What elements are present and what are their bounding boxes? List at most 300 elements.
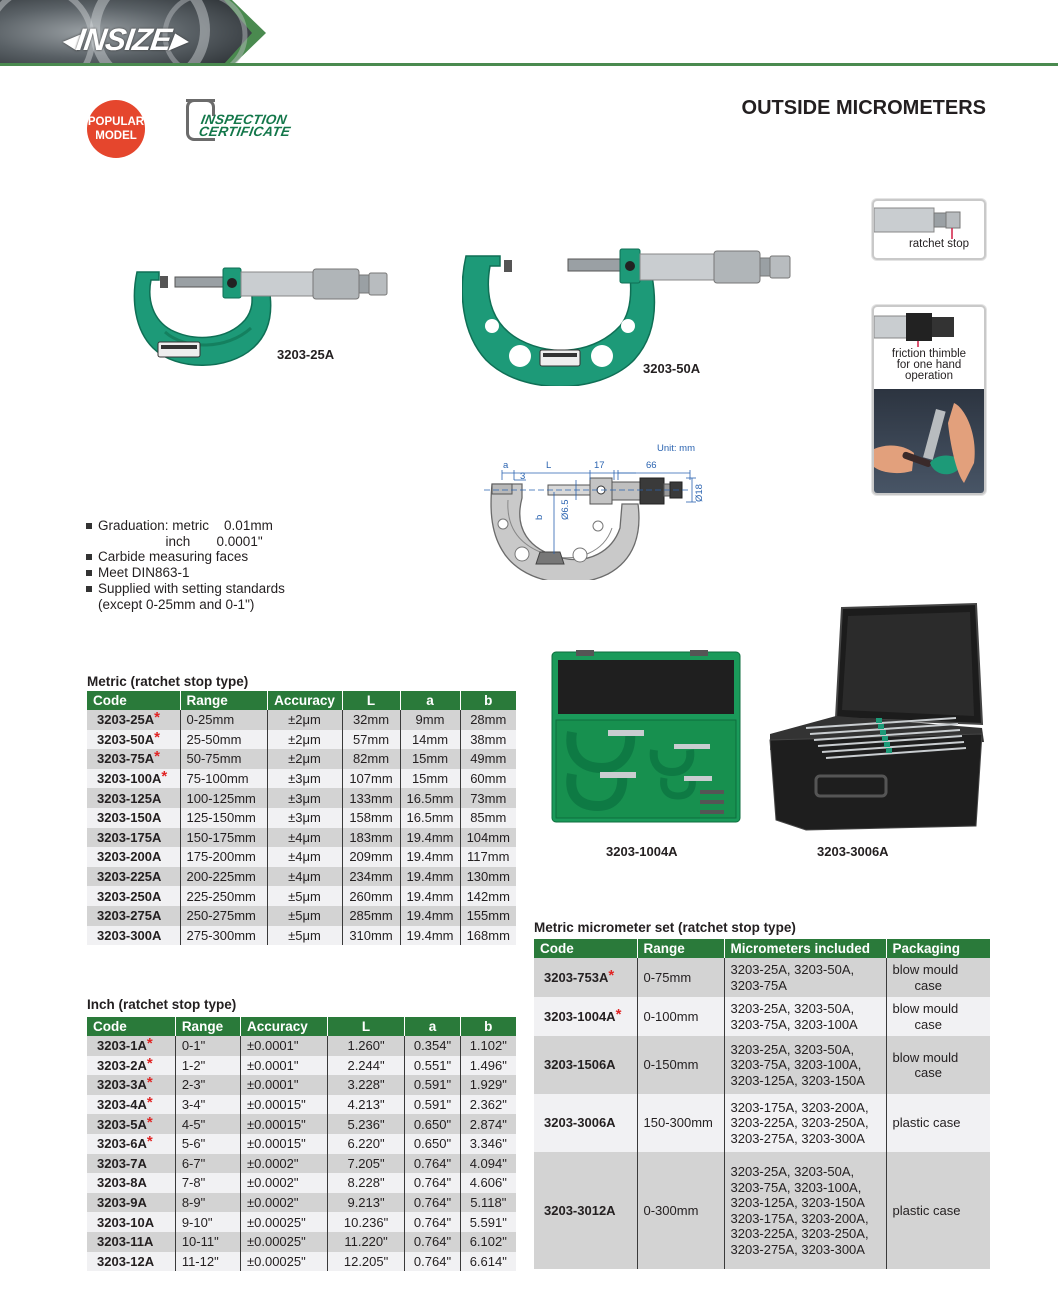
table-row: [87, 1095, 516, 1115]
a-cell: 19.4mm: [400, 828, 460, 848]
accuracy-cell: ±2μm: [267, 730, 342, 750]
popular-star-icon: *: [146, 1113, 153, 1131]
product-label-set1: 3203-1004A: [606, 844, 678, 859]
column-header: Code: [87, 1017, 175, 1036]
code-text: 3203-300A: [97, 927, 162, 943]
range-cell: 250-275mm: [180, 906, 267, 926]
range-cell: 8-9": [175, 1193, 240, 1213]
table-row: [87, 906, 516, 926]
L-cell: 107mm: [342, 769, 400, 789]
logo-text: INSIZE: [74, 22, 173, 57]
range-cell: 0-150mm: [637, 1036, 724, 1094]
accuracy-cell: ±2μm: [267, 710, 342, 730]
L-cell: 32mm: [342, 710, 400, 730]
column-header: L: [342, 691, 400, 710]
packaging-line: plastic case: [892, 1202, 961, 1218]
code-text: 3203-1506A: [544, 1057, 616, 1073]
L-cell: 234mm: [342, 867, 400, 887]
L-cell: 209mm: [342, 847, 400, 867]
b-cell: 2.362": [460, 1095, 516, 1115]
b-cell: 4.606": [460, 1173, 516, 1193]
table-row: [87, 788, 516, 808]
range-cell: 0-75mm: [637, 958, 724, 997]
dim-d18-label: Ø18: [694, 484, 705, 502]
code-text: 3203-25A: [97, 712, 155, 728]
ratchet-stop-label: ratchet stop: [908, 238, 970, 250]
b-cell: 6.102": [460, 1232, 516, 1252]
dim-17-label: 17: [594, 460, 605, 471]
a-cell: 0.591": [405, 1075, 460, 1095]
code-cell: [534, 997, 637, 1036]
range-cell: 10-11": [175, 1232, 240, 1252]
included-line: 3203-25A, 3203-50A,: [730, 1041, 855, 1057]
included-line: 3203-75A: [730, 977, 787, 993]
code-text: 3203-250A: [97, 888, 162, 904]
a-cell: 19.4mm: [400, 886, 460, 906]
code-cell: [87, 1232, 175, 1252]
feature-item: Carbide measuring faces: [86, 549, 285, 565]
accuracy-cell: ±4μm: [267, 828, 342, 848]
dim-d65-label: Ø6.5: [560, 499, 571, 520]
code-cell: [534, 1036, 637, 1094]
table-row: [87, 730, 516, 750]
accuracy-cell: ±5μm: [267, 906, 342, 926]
code-cell: [87, 1095, 175, 1115]
accuracy-cell: ±3μm: [267, 808, 342, 828]
code-text: 3203-3A: [97, 1077, 147, 1093]
L-cell: 4.213": [327, 1095, 405, 1115]
code-text: 3203-175A: [97, 829, 162, 845]
range-cell: 50-75mm: [180, 749, 267, 769]
included-line: 3203-125A, 3203-150A: [730, 1072, 865, 1088]
table-row: [87, 1056, 516, 1076]
code-cell: [87, 886, 180, 906]
code-cell: [87, 710, 180, 730]
included-line: 3203-75A, 3203-100A,: [730, 1057, 862, 1073]
accuracy-cell: ±0.00015": [240, 1095, 327, 1115]
popular-star-icon: *: [146, 1094, 153, 1112]
L-cell: 158mm: [342, 808, 400, 828]
column-header: Micrometers included: [724, 939, 886, 958]
code-cell: [87, 1252, 175, 1272]
code-cell: [87, 828, 180, 848]
packaging-line: blow mould: [892, 1001, 959, 1016]
range-cell: 4-5": [175, 1114, 240, 1134]
code-cell: [87, 926, 180, 946]
product-label-small: 3203-25A: [277, 347, 335, 362]
metric-spec-table: [87, 691, 516, 945]
metric-table-title: Metric (ratchet stop type): [87, 674, 249, 689]
unit-label: Unit: mm: [657, 443, 695, 454]
inspection-certificate-badge: [186, 99, 311, 141]
b-cell: 117mm: [460, 847, 516, 867]
code-text: 3203-12A: [97, 1253, 155, 1269]
dim-a-label: a: [503, 460, 509, 471]
popular-star-icon: *: [154, 728, 160, 746]
certificate-text: [198, 114, 294, 138]
code-cell: [87, 769, 180, 789]
range-cell: 7-8": [175, 1173, 240, 1193]
L-cell: 6.220": [327, 1134, 405, 1154]
feature-item: (except 0-25mm and 0-1"): [98, 596, 255, 612]
accuracy-cell: ±0.00015": [240, 1134, 327, 1154]
cert-line2: CERTIFICATE: [197, 124, 292, 139]
column-header: b: [460, 691, 516, 710]
table-row: [534, 1152, 990, 1269]
range-cell: 150-300mm: [637, 1094, 724, 1152]
L-cell: 183mm: [342, 828, 400, 848]
included-line: 3203-175A, 3203-200A,: [730, 1210, 869, 1226]
set-1004a-image: [550, 650, 742, 825]
code-cell: [87, 906, 180, 926]
code-text: 3203-200A: [97, 849, 162, 865]
inch-table-title: Inch (ratchet stop type): [87, 997, 237, 1012]
table-row: [87, 1193, 516, 1213]
accuracy-cell: ±5μm: [267, 886, 342, 906]
table-row: [87, 926, 516, 946]
L-cell: 7.205": [327, 1154, 405, 1174]
popular-star-icon: *: [146, 1074, 153, 1092]
table-row: [87, 828, 516, 848]
accuracy-cell: ±0.0001": [240, 1075, 327, 1095]
table-row: [87, 808, 516, 828]
column-header: Packaging: [886, 939, 990, 958]
range-cell: 100-125mm: [180, 788, 267, 808]
column-header: Accuracy: [267, 691, 342, 710]
included-line: 3203-175A, 3203-200A,: [730, 1099, 869, 1115]
code-cell: [87, 1134, 175, 1154]
range-cell: 0-25mm: [180, 710, 267, 730]
set-3006a-image: [766, 600, 988, 832]
set-table-title: Metric micrometer set (ratchet stop type): [534, 920, 796, 935]
code-text: 3203-753A: [544, 969, 609, 985]
a-cell: 0.764": [405, 1212, 460, 1232]
dim-3-label: 3: [520, 471, 526, 482]
b-cell: 28mm: [460, 710, 516, 730]
a-cell: 0.764": [405, 1193, 460, 1213]
inch-spec-table: [87, 1017, 516, 1271]
included-line: 3203-25A, 3203-50A,: [730, 962, 855, 977]
L-cell: 11.220": [327, 1232, 405, 1252]
code-text: 3203-75A: [97, 751, 155, 767]
accuracy-cell: ±3μm: [267, 769, 342, 789]
packaging-cell: [886, 1036, 990, 1094]
a-cell: 19.4mm: [400, 867, 460, 887]
range-cell: 0-300mm: [637, 1152, 724, 1269]
code-text: 3203-50A: [97, 731, 155, 747]
packaging-line: blow mould: [892, 962, 959, 977]
features-list: [86, 518, 285, 612]
code-text: 3203-7A: [97, 1155, 147, 1171]
banner-rule: [0, 63, 1058, 66]
code-text: 3203-275A: [97, 908, 162, 924]
included-line: 3203-25A, 3203-50A,: [730, 1164, 855, 1179]
accuracy-cell: ±0.00025": [240, 1252, 327, 1272]
table-row: [534, 1036, 990, 1094]
b-cell: 60mm: [460, 769, 516, 789]
range-cell: 9-10": [175, 1212, 240, 1232]
code-cell: [87, 1075, 175, 1095]
L-cell: 310mm: [342, 926, 400, 946]
range-cell: 75-100mm: [180, 769, 267, 789]
a-cell: 14mm: [400, 730, 460, 750]
dim-b-label: b: [534, 514, 545, 520]
included-cell: [724, 997, 886, 1036]
friction-thimble-callout: [872, 305, 986, 495]
a-cell: 16.5mm: [400, 788, 460, 808]
included-line: 3203-25A, 3203-50A,: [730, 1001, 855, 1016]
a-cell: 0.764": [405, 1173, 460, 1193]
L-cell: 1.260": [327, 1036, 405, 1056]
table-row: [87, 867, 516, 887]
accuracy-cell: ±0.0001": [240, 1056, 327, 1076]
code-cell: [87, 1056, 175, 1076]
popular-star-icon: *: [146, 1035, 153, 1053]
micrometer-50a-image: [462, 246, 797, 386]
included-line: 3203-225A, 3203-250A,: [730, 1115, 869, 1131]
a-cell: 19.4mm: [400, 847, 460, 867]
range-cell: 200-225mm: [180, 867, 267, 887]
L-cell: 3.228": [327, 1075, 405, 1095]
code-text: 3203-5A: [97, 1116, 147, 1132]
included-cell: [724, 958, 886, 997]
code-cell: [87, 788, 180, 808]
accuracy-cell: ±0.00025": [240, 1212, 327, 1232]
table-row: [87, 847, 516, 867]
packaging-line: case: [914, 1065, 942, 1080]
feature-item: Supplied with setting standards: [86, 581, 285, 597]
dim-L-label: L: [546, 460, 552, 471]
table-row: [87, 1212, 516, 1232]
range-cell: 0-1": [175, 1036, 240, 1056]
inch-table-header: [87, 1017, 516, 1036]
code-text: 3203-11A: [97, 1234, 154, 1250]
table-row: [87, 1075, 516, 1095]
code-text: 3203-6A: [97, 1136, 147, 1152]
popular-star-icon: *: [154, 709, 160, 727]
code-cell: [87, 1154, 175, 1174]
code-text: 3203-225A: [97, 869, 162, 885]
popular-star-icon: *: [608, 966, 615, 984]
a-cell: 16.5mm: [400, 808, 460, 828]
L-cell: 10.236": [327, 1212, 405, 1232]
included-cell: [724, 1094, 886, 1152]
accuracy-cell: ±0.0002": [240, 1193, 327, 1213]
a-cell: 0.650": [405, 1134, 460, 1154]
accuracy-cell: ±4μm: [267, 847, 342, 867]
included-line: 3203-275A, 3203-300A: [730, 1130, 865, 1146]
included-line: 3203-125A, 3203-150A: [730, 1195, 865, 1210]
table-row: [534, 1094, 990, 1152]
range-cell: 3-4": [175, 1095, 240, 1115]
code-cell: [87, 808, 180, 828]
code-cell: [87, 1114, 175, 1134]
product-label-set2: 3203-3006A: [817, 844, 889, 859]
a-cell: 0.650": [405, 1114, 460, 1134]
feature-item: inch 0.0001": [98, 533, 263, 549]
table-row: [87, 749, 516, 769]
column-header: b: [460, 1017, 516, 1036]
a-cell: 19.4mm: [400, 926, 460, 946]
L-cell: 8.228": [327, 1173, 405, 1193]
code-text: 3203-9A: [97, 1195, 147, 1211]
b-cell: 155mm: [460, 906, 516, 926]
b-cell: 1.102": [460, 1036, 516, 1056]
range-cell: 0-100mm: [637, 997, 724, 1036]
table-row: [87, 1173, 516, 1193]
b-cell: 104mm: [460, 828, 516, 848]
b-cell: 6.614": [460, 1252, 516, 1272]
table-row: [87, 1154, 516, 1174]
popular-line2: MODEL: [95, 130, 137, 142]
table-row: [87, 1232, 516, 1252]
column-header: Range: [637, 939, 724, 958]
accuracy-cell: ±5μm: [267, 926, 342, 946]
table-row: [87, 769, 516, 789]
ratchet-stop-image: [874, 201, 984, 241]
accuracy-cell: ±0.00025": [240, 1232, 327, 1252]
code-text: 3203-3012A: [544, 1202, 616, 1218]
table-row: [534, 958, 990, 997]
L-cell: 2.244": [327, 1056, 405, 1076]
L-cell: 133mm: [342, 788, 400, 808]
included-line: 3203-75A, 3203-100A,: [730, 1179, 862, 1195]
L-cell: 9.213": [327, 1193, 405, 1213]
accuracy-cell: ±0.00015": [240, 1114, 327, 1134]
b-cell: 1.496": [460, 1056, 516, 1076]
L-cell: 260mm: [342, 886, 400, 906]
column-header: L: [327, 1017, 405, 1036]
product-label-large: 3203-50A: [643, 361, 701, 376]
included-line: 3203-75A, 3203-100A: [730, 1016, 858, 1032]
table-row: [87, 1036, 516, 1056]
column-header: Code: [534, 939, 637, 958]
code-cell: [87, 749, 180, 769]
popular-star-icon: *: [146, 1133, 153, 1151]
packaging-cell: [886, 1152, 990, 1269]
insize-logo: ◂INSIZE▸: [59, 22, 188, 57]
popular-star-icon: *: [146, 1054, 153, 1072]
table-row: [534, 997, 990, 1036]
page-title: OUTSIDE MICROMETERS: [741, 97, 986, 119]
range-cell: 5-6": [175, 1134, 240, 1154]
accuracy-cell: ±0.0002": [240, 1173, 327, 1193]
included-line: 3203-225A, 3203-250A,: [730, 1226, 869, 1241]
a-cell: 0.551": [405, 1056, 460, 1076]
friction-line3: operation: [905, 370, 953, 382]
accuracy-cell: ±3μm: [267, 788, 342, 808]
code-text: 3203-2A: [97, 1057, 147, 1073]
code-text: 3203-8A: [97, 1175, 147, 1191]
b-cell: 168mm: [460, 926, 516, 946]
included-cell: [724, 1152, 886, 1269]
popular-star-icon: *: [161, 768, 168, 786]
b-cell: 73mm: [460, 788, 516, 808]
b-cell: 38mm: [460, 730, 516, 750]
b-cell: 2.874": [460, 1114, 516, 1134]
code-cell: [87, 847, 180, 867]
dim-66-label: 66: [646, 460, 657, 471]
a-cell: 0.764": [405, 1252, 460, 1272]
b-cell: 1.929": [460, 1075, 516, 1095]
L-cell: 5.236": [327, 1114, 405, 1134]
code-cell: [87, 867, 180, 887]
range-cell: 125-150mm: [180, 808, 267, 828]
popular-star-icon: *: [615, 1005, 622, 1023]
friction-thimble-label: [874, 349, 984, 382]
L-cell: 57mm: [342, 730, 400, 750]
a-cell: 0.591": [405, 1095, 460, 1115]
b-cell: 3.346": [460, 1134, 516, 1154]
table-row: [87, 886, 516, 906]
ratchet-stop-callout: [872, 199, 986, 260]
packaging-cell: [886, 958, 990, 997]
range-cell: 2-3": [175, 1075, 240, 1095]
packaging-line: case: [914, 1016, 942, 1032]
column-header: Accuracy: [240, 1017, 327, 1036]
code-text: 3203-150A: [97, 810, 162, 826]
code-text: 3203-4A: [97, 1097, 147, 1113]
code-text: 3203-1A: [97, 1038, 147, 1054]
table-row: [87, 1252, 516, 1272]
code-cell: [534, 958, 637, 997]
a-cell: 0.354": [405, 1036, 460, 1056]
accuracy-cell: ±2μm: [267, 749, 342, 769]
range-cell: 25-50mm: [180, 730, 267, 750]
set-table-header: [534, 939, 990, 958]
feature-item: Meet DIN863-1: [86, 565, 285, 581]
range-cell: 225-250mm: [180, 886, 267, 906]
popular-model-badge: [87, 100, 145, 158]
packaging-cell: [886, 1094, 990, 1152]
range-cell: 6-7": [175, 1154, 240, 1174]
code-cell: [534, 1094, 637, 1152]
friction-line1: friction thimble: [891, 348, 967, 360]
a-cell: 0.764": [405, 1232, 460, 1252]
range-cell: 175-200mm: [180, 847, 267, 867]
popular-star-icon: *: [154, 748, 160, 766]
a-cell: 15mm: [400, 749, 460, 769]
accuracy-cell: ±0.0002": [240, 1154, 327, 1174]
code-text: 3203-10A: [97, 1214, 155, 1230]
column-header: Code: [87, 691, 180, 710]
table-row: [87, 710, 516, 730]
a-cell: 15mm: [400, 769, 460, 789]
packaging-cell: [886, 997, 990, 1036]
column-header: Range: [175, 1017, 240, 1036]
range-cell: 275-300mm: [180, 926, 267, 946]
a-cell: 9mm: [400, 710, 460, 730]
included-line: 3203-275A, 3203-300A: [730, 1241, 865, 1257]
metric-table-header: [87, 691, 516, 710]
code-cell: [87, 1212, 175, 1232]
friction-line2: for one hand: [896, 359, 962, 371]
column-header: a: [400, 691, 460, 710]
L-cell: 285mm: [342, 906, 400, 926]
code-cell: [87, 1036, 175, 1056]
dimension-diagram: [478, 440, 708, 580]
b-cell: 130mm: [460, 867, 516, 887]
a-cell: 19.4mm: [400, 906, 460, 926]
L-cell: 12.205": [327, 1252, 405, 1272]
b-cell: 49mm: [460, 749, 516, 769]
popular-line1: POPULAR: [87, 116, 145, 128]
cert-line1: INSPECTION: [199, 112, 288, 127]
code-text: 3203-100A: [97, 771, 162, 787]
friction-thimble-image: [874, 307, 984, 347]
code-text: 3203-1004A: [544, 1008, 616, 1024]
code-cell: [534, 1152, 637, 1269]
